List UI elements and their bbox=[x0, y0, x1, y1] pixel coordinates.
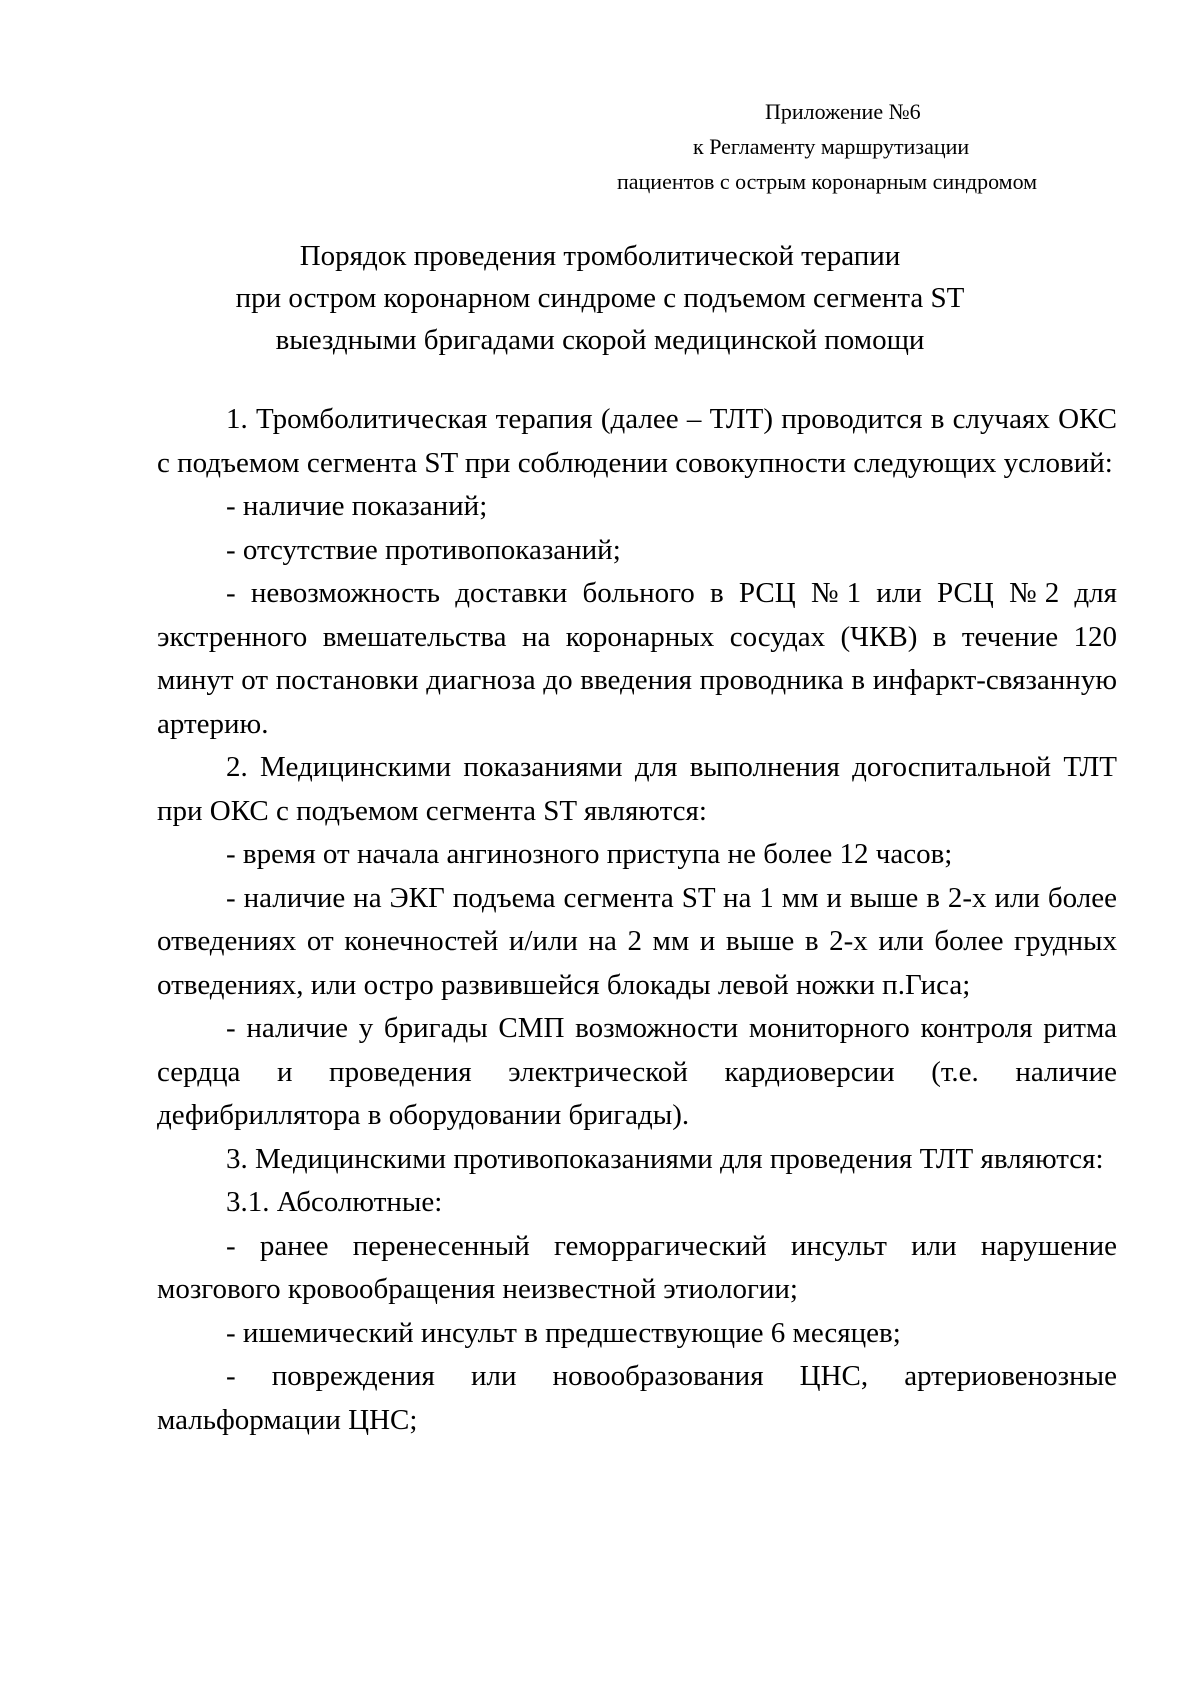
paragraph-time: - время от начала ангинозного приступа не более 12 часов; bbox=[226, 838, 953, 870]
paragraph-no-delivery: - невозможность доставки больного в РСЦ №1 или РСЦ №2 для экстренного вмешательства на коронарных сосудах (ЧКВ) в течение 120 минут от постановки диагноза до введения проводника в инфаркт-связанную артерию. bbox=[157, 577, 1117, 740]
paragraph-cns-lesions: - повреждения или новообразования ЦНС, артериовенозные мальформации ЦНС; bbox=[157, 1360, 1117, 1436]
paragraph-3-1: 3.1. Абсолютные: bbox=[226, 1186, 443, 1218]
appendix-patients: пациентов с острым коронарным синдромом bbox=[617, 169, 1038, 194]
paragraph-indications: - наличие показаний; bbox=[226, 490, 488, 522]
paragraph-hemorrhagic-stroke: - ранее перенесенный геморрагический инсульт или нарушение мозгового кровообращения неизвестной этиологии; bbox=[157, 1229, 1117, 1305]
paragraph-ischemic-stroke: - ишемический инсульт в предшествующие 6 месяцев; bbox=[226, 1316, 901, 1349]
paragraph-ecg: - наличие на ЭКГ подъема сегмента ST на 1 мм и выше в 2-х или более отведениях от конечностей и/или на 2 мм и выше в 2-х или более грудных отведениях, или остро развившейся блокады левой ножки п.Гиса; bbox=[157, 881, 1117, 1001]
title-line-2: при остром коронарном синдроме с подъемом сегмента ST bbox=[235, 282, 965, 314]
document-body bbox=[157, 398, 1117, 1442]
title-line-1: Порядок проведения тромболитической терапии bbox=[299, 240, 901, 272]
paragraph-1: 1. Тромболитическая терапия (далее – ТЛТ) проводится в случаях ОКС с подъемом сегмента ST при соблюдении совокупности следующих условий: bbox=[157, 403, 1117, 479]
paragraph-3: 3. Медицинскими противопоказаниями для проведения ТЛТ являются: bbox=[226, 1142, 1104, 1175]
document-title bbox=[0, 235, 1200, 361]
paragraph-monitoring: - наличие у бригады СМП возможности мониторного контроля ритма сердца и проведения электрической кардиоверсии (т.е. наличие дефибриллятора в оборудовании бригады). bbox=[157, 1012, 1117, 1131]
title-line-3: выездными бригадами скорой медицинской помощи bbox=[275, 324, 925, 356]
appendix-regulation: к Регламенту маршрутизации bbox=[693, 134, 970, 159]
paragraph-no-contraindications: - отсутствие противопоказаний; bbox=[226, 533, 621, 566]
appendix-number: Приложение №6 bbox=[765, 99, 921, 124]
paragraph-2: 2. Медицинскими показаниями для выполнения догоспитальной ТЛТ при ОКС с подъемом сегмента ST являются: bbox=[157, 751, 1117, 827]
